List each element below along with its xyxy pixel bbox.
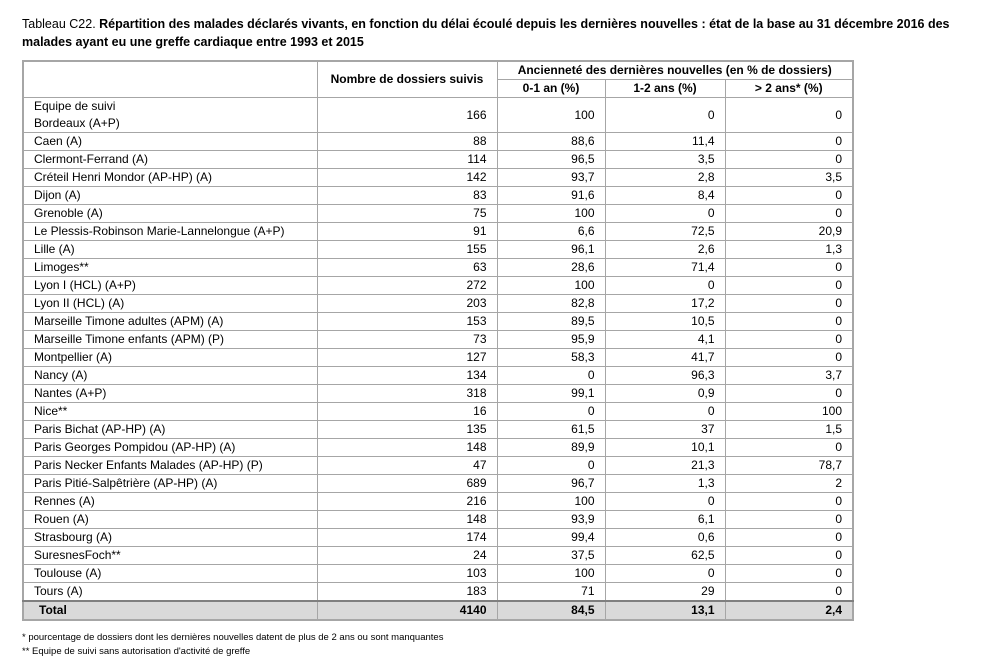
row-name: Marseille Timone enfants (APM) (P)	[23, 331, 317, 349]
row-name: SuresnesFoch**	[23, 547, 317, 565]
cell-count: 689	[317, 475, 497, 493]
cell-gt2: 78,7	[725, 457, 853, 475]
cell-0-1: 100	[497, 493, 605, 511]
cell-1-2: 29	[605, 583, 725, 602]
cell-1-2: 17,2	[605, 295, 725, 313]
cell-count: 75	[317, 205, 497, 223]
cell-0-1: 58,3	[497, 349, 605, 367]
cell-0-1: 6,6	[497, 223, 605, 241]
cell-count: 174	[317, 529, 497, 547]
cell-gt2: 0	[725, 331, 853, 349]
row-name: Clermont-Ferrand (A)	[23, 151, 317, 169]
cell-0-1: 28,6	[497, 259, 605, 277]
row-name: Rennes (A)	[23, 493, 317, 511]
cell-count: 114	[317, 151, 497, 169]
row-name: Rouen (A)	[23, 511, 317, 529]
row-name: Paris Bichat (AP-HP) (A)	[23, 421, 317, 439]
row-name: Nice**	[23, 403, 317, 421]
cell-gt2: 1,5	[725, 421, 853, 439]
row-name: Nantes (A+P)	[23, 385, 317, 403]
cell-count: 16	[317, 403, 497, 421]
cell-count: 166	[317, 98, 497, 133]
header-1-2: 1-2 ans (%)	[605, 80, 725, 98]
cell-gt2: 0	[725, 151, 853, 169]
cell-1-2: 0	[605, 205, 725, 223]
cell-0-1: 89,9	[497, 439, 605, 457]
table-row	[23, 295, 853, 313]
cell-0-1: 0	[497, 403, 605, 421]
row-name: Strasbourg (A)	[23, 529, 317, 547]
cell-0-1: 99,4	[497, 529, 605, 547]
cell-gt2: 100	[725, 403, 853, 421]
table-row	[23, 133, 853, 151]
cell-count: 24	[317, 547, 497, 565]
cell-count: 203	[317, 295, 497, 313]
cell-count: 91	[317, 223, 497, 241]
cell-1-2: 37	[605, 421, 725, 439]
cell-1-2: 8,4	[605, 187, 725, 205]
total-cell-count: 4140	[317, 601, 497, 620]
row-name: Marseille Timone adultes (APM) (A)	[23, 313, 317, 331]
cell-0-1: 91,6	[497, 187, 605, 205]
footnote-1: * pourcentage de dossiers dont les dernières nouvelles datent de plus de 2 ans ou sont manquantes	[22, 632, 444, 643]
table-row	[23, 457, 853, 475]
cell-0-1: 96,7	[497, 475, 605, 493]
cell-gt2: 0	[725, 295, 853, 313]
row-name: Caen (A)	[23, 133, 317, 151]
cell-1-2: 41,7	[605, 349, 725, 367]
table-row	[23, 439, 853, 457]
header-0-1: 0-1 an (%)	[497, 80, 605, 98]
table-row	[23, 313, 853, 331]
cell-1-2: 0	[605, 98, 725, 133]
cell-gt2: 0	[725, 439, 853, 457]
row-name: Limoges**	[23, 259, 317, 277]
cell-gt2: 0	[725, 187, 853, 205]
cell-1-2: 10,1	[605, 439, 725, 457]
cell-count: 155	[317, 241, 497, 259]
cell-count: 134	[317, 367, 497, 385]
cell-gt2: 3,5	[725, 169, 853, 187]
cell-count: 272	[317, 277, 497, 295]
cell-gt2: 0	[725, 583, 853, 602]
cell-count: 127	[317, 349, 497, 367]
cell-1-2: 1,3	[605, 475, 725, 493]
cell-1-2: 72,5	[605, 223, 725, 241]
cell-0-1: 82,8	[497, 295, 605, 313]
row-group-label: Equipe de suivi	[23, 98, 317, 116]
cell-0-1: 61,5	[497, 421, 605, 439]
cell-count: 318	[317, 385, 497, 403]
table-row	[23, 421, 853, 439]
cell-gt2: 0	[725, 349, 853, 367]
cell-gt2: 0	[725, 133, 853, 151]
cell-1-2: 10,5	[605, 313, 725, 331]
cell-0-1: 100	[497, 277, 605, 295]
cell-gt2: 0	[725, 565, 853, 583]
cell-gt2: 0	[725, 98, 853, 133]
table-body	[23, 98, 853, 621]
cell-gt2: 0	[725, 511, 853, 529]
table-row	[23, 259, 853, 277]
footnote-2: ** Equipe de suivi sans autorisation d'activité de greffe	[22, 646, 251, 657]
table-row	[23, 511, 853, 529]
cell-0-1: 99,1	[497, 385, 605, 403]
cell-1-2: 3,5	[605, 151, 725, 169]
cell-1-2: 62,5	[605, 547, 725, 565]
table-caption: Répartition des malades déclarés vivants, en fonction du délai écoulé depuis les dernières nouvelles : état de la base au 31 décembre 2016 des malades ayant eu une greffe cardiaque entre 1993 et 2015	[22, 17, 950, 49]
cell-gt2: 0	[725, 547, 853, 565]
cell-0-1: 93,7	[497, 169, 605, 187]
cell-1-2: 0	[605, 277, 725, 295]
cell-count: 183	[317, 583, 497, 602]
total-cell-1-2: 13,1	[605, 601, 725, 620]
cell-0-1: 88,6	[497, 133, 605, 151]
header-count: Nombre de dossiers suivis	[317, 61, 497, 98]
cell-gt2: 0	[725, 529, 853, 547]
header-gt2: > 2 ans* (%)	[725, 80, 853, 98]
cell-1-2: 21,3	[605, 457, 725, 475]
cell-0-1: 95,9	[497, 331, 605, 349]
cell-count: 216	[317, 493, 497, 511]
row-name: Paris Pitié-Salpêtrière (AP-HP) (A)	[23, 475, 317, 493]
cell-count: 142	[317, 169, 497, 187]
row-name: Créteil Henri Mondor (AP-HP) (A)	[23, 169, 317, 187]
cell-1-2: 2,6	[605, 241, 725, 259]
row-name: Lyon I (HCL) (A+P)	[23, 277, 317, 295]
cell-count: 153	[317, 313, 497, 331]
table-row	[23, 223, 853, 241]
table-row	[23, 151, 853, 169]
cell-0-1: 37,5	[497, 547, 605, 565]
cell-0-1: 96,1	[497, 241, 605, 259]
cell-gt2: 0	[725, 493, 853, 511]
table-row	[23, 367, 853, 385]
table-row	[23, 331, 853, 349]
cell-0-1: 100	[497, 98, 605, 133]
total-cell-0-1: 84,5	[497, 601, 605, 620]
table-number: Tableau C22.	[22, 17, 96, 31]
cell-count: 135	[317, 421, 497, 439]
table-row	[23, 493, 853, 511]
cell-gt2: 0	[725, 259, 853, 277]
cell-0-1: 96,5	[497, 151, 605, 169]
row-name: Paris Georges Pompidou (AP-HP) (A)	[23, 439, 317, 457]
cell-count: 63	[317, 259, 497, 277]
cell-0-1: 100	[497, 205, 605, 223]
table-row	[23, 241, 853, 259]
total-label: Total	[23, 601, 317, 620]
header-corner	[23, 61, 317, 98]
cell-0-1: 93,9	[497, 511, 605, 529]
cell-1-2: 96,3	[605, 367, 725, 385]
cell-count: 73	[317, 331, 497, 349]
cell-gt2: 0	[725, 313, 853, 331]
row-name: Dijon (A)	[23, 187, 317, 205]
cell-0-1: 0	[497, 457, 605, 475]
cell-gt2: 0	[725, 205, 853, 223]
cell-1-2: 6,1	[605, 511, 725, 529]
header-group: Ancienneté des dernières nouvelles (en % de dossiers)	[497, 61, 853, 80]
row-name: Grenoble (A)	[23, 205, 317, 223]
cell-count: 83	[317, 187, 497, 205]
cell-count: 88	[317, 133, 497, 151]
table-row	[23, 187, 853, 205]
cell-1-2: 0,9	[605, 385, 725, 403]
table-row	[23, 565, 853, 583]
cell-1-2: 71,4	[605, 259, 725, 277]
cell-1-2: 4,1	[605, 331, 725, 349]
cell-1-2: 0	[605, 493, 725, 511]
cell-count: 47	[317, 457, 497, 475]
table-title	[22, 15, 992, 51]
cell-0-1: 71	[497, 583, 605, 602]
row-name: Tours (A)	[23, 583, 317, 602]
row-name: Lyon II (HCL) (A)	[23, 295, 317, 313]
table-row	[23, 349, 853, 367]
cell-0-1: 0	[497, 367, 605, 385]
table-row	[23, 169, 853, 187]
cell-1-2: 0	[605, 403, 725, 421]
table-row	[23, 547, 853, 565]
cell-1-2: 2,8	[605, 169, 725, 187]
cell-1-2: 0	[605, 565, 725, 583]
table-row	[23, 205, 853, 223]
cell-gt2: 2	[725, 475, 853, 493]
footnotes	[22, 631, 443, 659]
cell-0-1: 100	[497, 565, 605, 583]
total-cell-gt2: 2,4	[725, 601, 853, 620]
cell-count: 148	[317, 439, 497, 457]
cell-gt2: 20,9	[725, 223, 853, 241]
row-name: Lille (A)	[23, 241, 317, 259]
cell-0-1: 89,5	[497, 313, 605, 331]
cell-count: 103	[317, 565, 497, 583]
total-row	[23, 601, 853, 620]
row-name: Paris Necker Enfants Malades (AP-HP) (P)	[23, 457, 317, 475]
row-name: Montpellier (A)	[23, 349, 317, 367]
data-table	[22, 60, 854, 621]
table-row	[23, 277, 853, 295]
row-name: Nancy (A)	[23, 367, 317, 385]
table-row	[23, 385, 853, 403]
table-row	[23, 98, 853, 116]
cell-gt2: 3,7	[725, 367, 853, 385]
row-name: Bordeaux (A+P)	[23, 115, 317, 133]
table-row	[23, 529, 853, 547]
cell-gt2: 0	[725, 277, 853, 295]
table-row	[23, 583, 853, 602]
table-row	[23, 403, 853, 421]
row-name: Toulouse (A)	[23, 565, 317, 583]
cell-gt2: 0	[725, 385, 853, 403]
row-name: Le Plessis-Robinson Marie-Lannelongue (A+P)	[23, 223, 317, 241]
cell-gt2: 1,3	[725, 241, 853, 259]
cell-1-2: 0,6	[605, 529, 725, 547]
cell-1-2: 11,4	[605, 133, 725, 151]
table-row	[23, 475, 853, 493]
cell-count: 148	[317, 511, 497, 529]
